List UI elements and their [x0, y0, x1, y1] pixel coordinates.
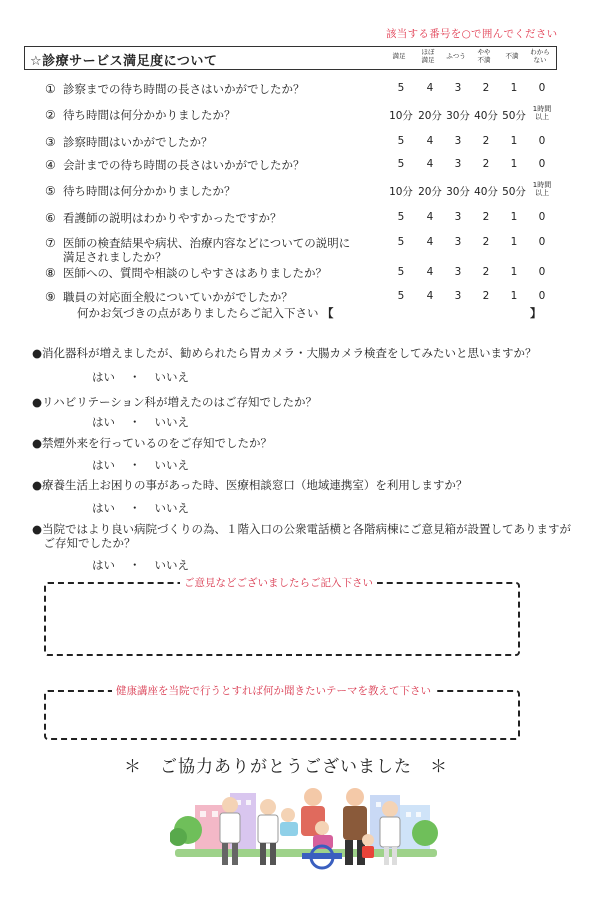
question-number: ⑧	[45, 266, 56, 280]
answer-option[interactable]: 1時間 以上	[532, 181, 552, 197]
answer-yes[interactable]: はい	[92, 415, 115, 429]
section-title: ☆診療サービス満足度について	[30, 54, 218, 69]
answer-option[interactable]: 5	[397, 290, 405, 302]
answer-option[interactable]: 1	[510, 266, 518, 278]
bracket-open: 【	[322, 306, 334, 320]
answer-option[interactable]: 40分	[474, 110, 498, 122]
answer-option[interactable]: 30分	[446, 110, 470, 122]
question-text: 医師の検査結果や病状、治療内容などについての説明に 満足されましたか？	[63, 236, 351, 264]
answer-separator: ・	[129, 458, 141, 472]
answer-option[interactable]: 2	[482, 135, 490, 147]
answer-separator: ・	[129, 415, 141, 429]
answer-option[interactable]: 0	[538, 236, 546, 248]
scale-header-3: やや 不満	[477, 48, 491, 64]
question-text: 診察までの待ち時間の長さはいかがでしたか？	[63, 82, 305, 96]
opinion-box[interactable]	[44, 582, 520, 656]
answer-option[interactable]: 3	[454, 266, 462, 278]
question-number: ⑦	[45, 236, 56, 250]
answer-option[interactable]: 4	[426, 135, 434, 147]
thanks-message: ＊ ご協力ありがとうございました ＊	[124, 757, 448, 777]
answer-no[interactable]: いいえ	[154, 558, 189, 572]
comment-input[interactable]	[340, 306, 526, 320]
scale-header-0: 満足	[392, 52, 406, 60]
answer-option[interactable]: 4	[426, 158, 434, 170]
answer-option[interactable]: 2	[482, 82, 490, 94]
answer-option[interactable]: 1	[510, 82, 518, 94]
answer-option[interactable]: 0	[538, 266, 546, 278]
answer-option[interactable]: 0	[538, 211, 546, 223]
comment-prompt: 何かお気づきの点がありましたらご記入下さい	[77, 306, 319, 320]
answer-option[interactable]: 2	[482, 211, 490, 223]
answer-option[interactable]: 3	[454, 82, 462, 94]
answer-option[interactable]: 10分	[389, 110, 413, 122]
question-text: 医師への、質問や相談のしやすさはありましたか？	[63, 266, 328, 280]
answer-option[interactable]: 1	[510, 236, 518, 248]
answer-yes[interactable]: はい	[92, 370, 115, 384]
answer-option[interactable]: 30分	[446, 186, 470, 198]
question-number: ④	[45, 158, 56, 172]
question-text: 職員の対応面全般についていかがでしたか？	[63, 290, 293, 304]
answer-option[interactable]: 5	[397, 82, 405, 94]
answer-option[interactable]: 1	[510, 211, 518, 223]
question-text: 待ち時間は何分かかりましたか？	[63, 108, 236, 122]
answer-option[interactable]: 20分	[418, 110, 442, 122]
answer-option[interactable]: 50分	[502, 186, 526, 198]
question-number: ②	[45, 108, 56, 122]
yesno-answer-row	[92, 457, 189, 473]
answer-option[interactable]: 4	[426, 82, 434, 94]
answer-option[interactable]: 20分	[418, 186, 442, 198]
scale-header-1: ほぼ 満足	[421, 48, 435, 64]
answer-option[interactable]: 0	[538, 82, 546, 94]
question-number: ③	[45, 135, 56, 149]
answer-option[interactable]: 1	[510, 135, 518, 147]
instruction-text: 該当する番号を○で囲んでください	[386, 28, 558, 40]
yesno-answer-row	[92, 414, 189, 430]
bracket-close: 】	[530, 306, 542, 320]
answer-option[interactable]: 5	[397, 158, 405, 170]
yesno-answer-row	[92, 369, 189, 385]
answer-option[interactable]: 3	[454, 135, 462, 147]
yesno-question-text: ●当院ではより良い病院づくりの為、１階入口の公衆電話横と各階病棟にご意見箱が設置してありますが ご存知でしたか？	[32, 522, 572, 550]
answer-yes[interactable]: はい	[92, 501, 115, 515]
answer-option[interactable]: 3	[454, 211, 462, 223]
scale-header-2: ふつう	[446, 52, 466, 60]
answer-option[interactable]: 1	[510, 158, 518, 170]
question-text: 診察時間はいかがでしたか？	[63, 135, 213, 149]
hospital-staff-illustration	[170, 775, 440, 875]
answer-option[interactable]: 10分	[389, 186, 413, 198]
answer-separator: ・	[129, 370, 141, 384]
answer-option[interactable]: 4	[426, 236, 434, 248]
answer-option[interactable]: 0	[538, 290, 546, 302]
answer-yes[interactable]: はい	[92, 458, 115, 472]
answer-option[interactable]: 3	[454, 236, 462, 248]
answer-option[interactable]: 2	[482, 266, 490, 278]
answer-option[interactable]: 5	[397, 135, 405, 147]
answer-option[interactable]: 40分	[474, 186, 498, 198]
question-text: 看護師の説明はわかりやすかったですか？	[63, 211, 282, 225]
lecture-box-label: 健康講座を当院で行うとすれば何か聞きたいテーマを教えて下さい	[112, 683, 435, 698]
question-text: 待ち時間は何分かかりましたか？	[63, 184, 236, 198]
answer-option[interactable]: 0	[538, 158, 546, 170]
yesno-question-text: ●禁煙外来を行っているのをご存知でしたか？	[32, 436, 273, 450]
question-text: 会計までの待ち時間の長さはいかがでしたか？	[63, 158, 305, 172]
answer-option[interactable]: 1	[510, 290, 518, 302]
answer-separator: ・	[129, 501, 141, 515]
answer-option[interactable]: 3	[454, 158, 462, 170]
yesno-question-text: ●消化器科が増えましたが、勧められたら胃カメラ・大腸カメラ検査をしてみたいと思いますか？	[32, 346, 537, 360]
answer-no[interactable]: いいえ	[154, 370, 189, 384]
question-number: ⑤	[45, 184, 56, 198]
answer-option[interactable]: 5	[397, 211, 405, 223]
yesno-question-text: ●療養生活上お困りの事があった時、医療相談窓口（地域連携室）を利用しますか？	[32, 478, 468, 492]
answer-option[interactable]: 4	[426, 266, 434, 278]
answer-separator: ・	[129, 558, 141, 572]
answer-option[interactable]: 2	[482, 290, 490, 302]
answer-yes[interactable]: はい	[92, 558, 115, 572]
answer-no[interactable]: いいえ	[154, 415, 189, 429]
answer-option[interactable]: 1時間 以上	[532, 105, 552, 121]
opinion-box-label: ご意見などございましたらご記入下さい	[180, 575, 377, 590]
question-number: ①	[45, 82, 56, 96]
answer-no[interactable]: いいえ	[154, 501, 189, 515]
yesno-question-text: ●リハビリテーション科が増えたのはご存知でしたか？	[32, 395, 317, 409]
scale-header-4: 不満	[505, 52, 519, 60]
answer-option[interactable]: 4	[426, 211, 434, 223]
scale-header-5: わから ない	[530, 48, 550, 64]
answer-option[interactable]: 3	[454, 290, 462, 302]
answer-option[interactable]: 5	[397, 266, 405, 278]
question-number: ⑥	[45, 211, 56, 225]
question-number: ⑨	[45, 290, 56, 304]
answer-no[interactable]: いいえ	[154, 458, 189, 472]
answer-option[interactable]: 4	[426, 290, 434, 302]
answer-option[interactable]: 2	[482, 158, 490, 170]
answer-option[interactable]: 2	[482, 236, 490, 248]
answer-option[interactable]: 5	[397, 236, 405, 248]
answer-option[interactable]: 50分	[502, 110, 526, 122]
yesno-answer-row	[92, 500, 189, 516]
yesno-answer-row	[92, 557, 189, 573]
answer-option[interactable]: 0	[538, 135, 546, 147]
